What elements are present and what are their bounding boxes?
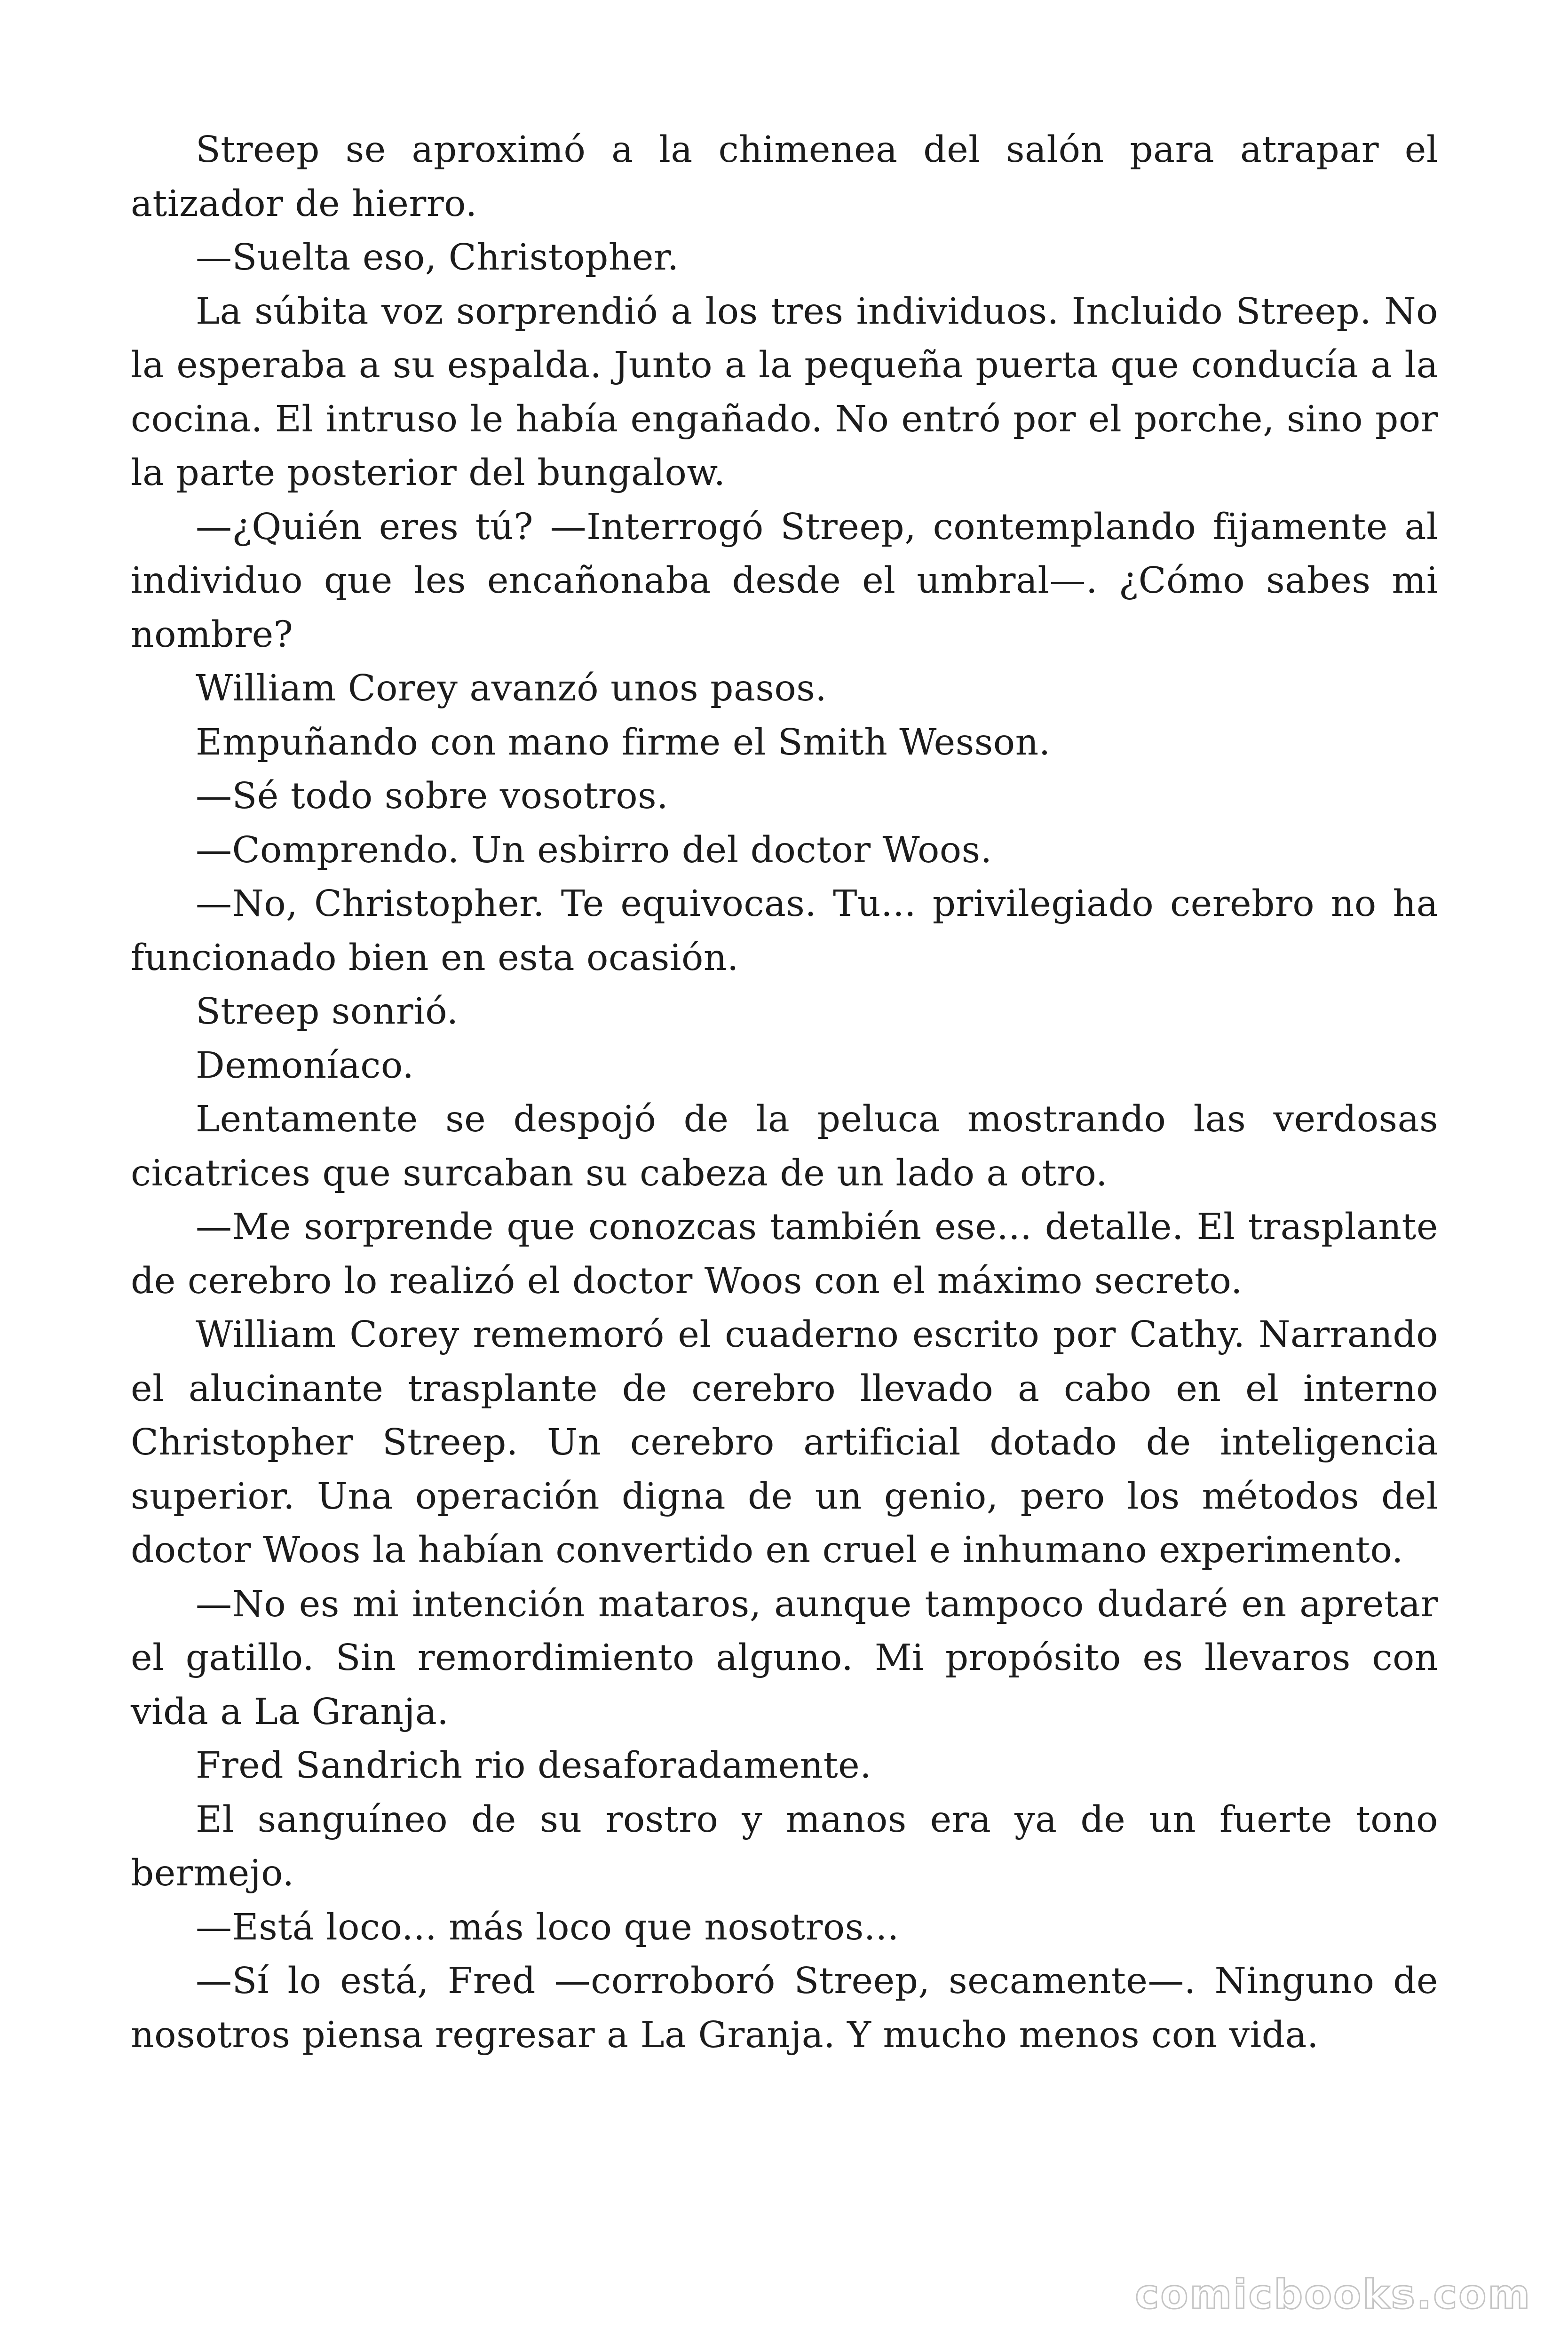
paragraph: Fred Sandrich rio desaforadamente. (196, 1745, 872, 1787)
paragraph: Streep se aproximó a la chimenea del salón para atrapar el atizador de hierro. (131, 129, 1438, 225)
paragraph: William Corey rememoró el cuaderno escrito por Cathy. Narrando el alucinante trasplante de cerebro llevado a cabo en el interno Christopher Streep. Un cerebro artificial dotado de inteligencia superior. Una operación digna de un genio, pero los métodos del doctor Woos la habían convertido en cruel e inhumano experimento. (131, 1314, 1438, 1571)
paragraph: El sanguíneo de su rostro y manos era ya de un fuerte tono bermejo. (131, 1798, 1438, 1894)
paragraph: —No es mi intención mataros, aunque tampoco dudaré en apretar el gatillo. Sin remordimiento alguno. Mi propósito es llevaros con vida a La Granja. (131, 1583, 1438, 1733)
paragraph: Lentamente se despojó de la peluca mostrando las verdosas cicatrices que surcaban su cabeza de un lado a otro. (131, 1098, 1438, 1194)
paragraph: —Está loco... más loco que nosotros... (196, 1906, 899, 1948)
paragraph: Demoníaco. (196, 1044, 414, 1087)
paragraph: —Suelta eso, Christopher. (196, 237, 679, 278)
watermark-logo: comicbooks.com (1135, 2271, 1531, 2318)
paragraph: —No, Christopher. Te equivocas. Tu... privilegiado cerebro no ha funcionado bien en esta ocasión. (131, 883, 1438, 979)
paragraph: William Corey avanzó unos pasos. (196, 667, 827, 709)
paragraph: —Sí lo está, Fred —corroboró Streep, secamente—. Ninguno de nosotros piensa regresar a La Granja. Y mucho menos con vida. (131, 1960, 1438, 2056)
paragraph: —¿Quién eres tú? —Interrogó Streep, contemplando fijamente al individuo que les encañonaba desde el umbral—. ¿Cómo sabes mi nombre? (131, 506, 1438, 656)
paragraph: —Comprendo. Un esbirro del doctor Woos. (196, 829, 992, 871)
book-page-text (131, 123, 1438, 2062)
paragraph: Streep sonrió. (196, 991, 459, 1033)
paragraph: —Me sorprende que conozcas también ese... detalle. El trasplante de cerebro lo realizó el doctor Woos con el máximo secreto. (131, 1206, 1438, 1302)
paragraph: —Sé todo sobre vosotros. (196, 775, 669, 817)
paragraph: Empuñando con mano firme el Smith Wesson. (196, 721, 1051, 763)
paragraph: La súbita voz sorprendió a los tres individuos. Incluido Streep. No la esperaba a su espalda. Junto a la pequeña puerta que conducía a la cocina. El intruso le había engañado. No entró por el porche, sino por la parte posterior del bungalow. (131, 290, 1438, 494)
